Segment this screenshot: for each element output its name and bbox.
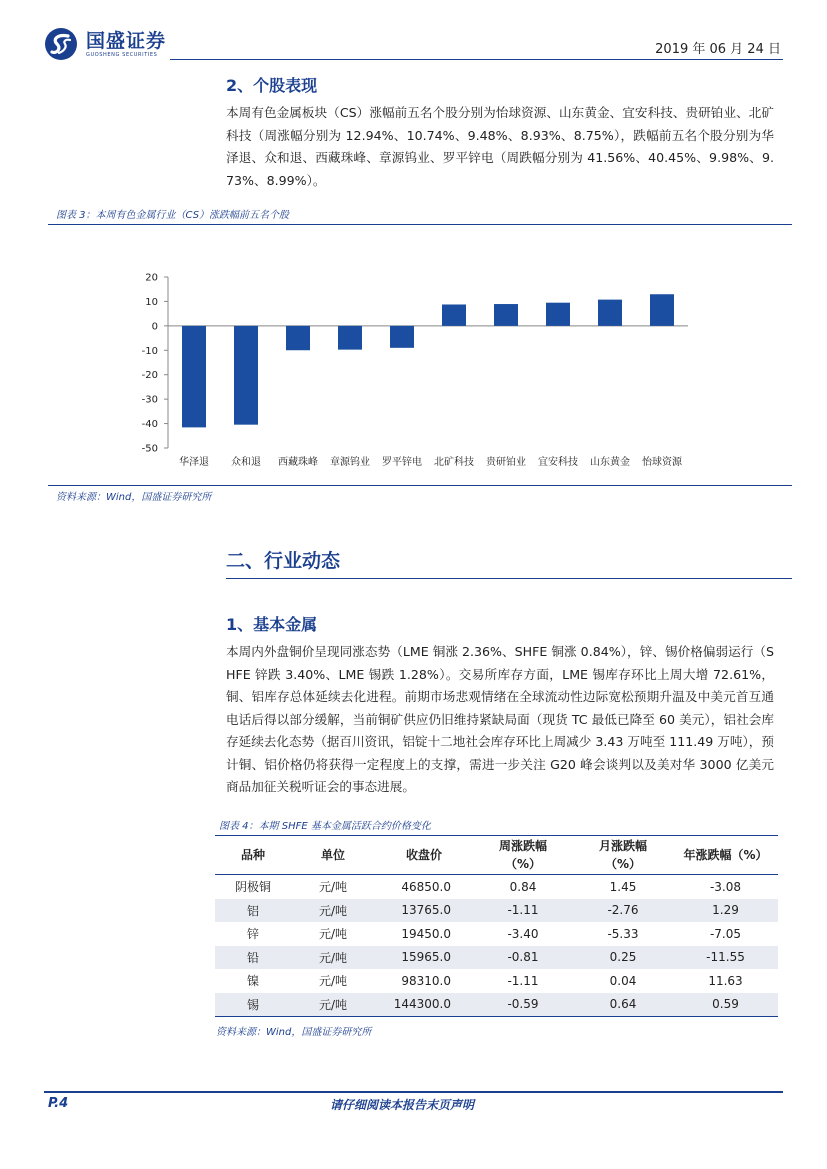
cell-weekly: -0.59: [473, 993, 573, 1017]
figure3-bottom-rule: [48, 485, 792, 486]
cell-variety: 铅: [215, 946, 291, 970]
col-header-weekly-line2: （%）: [504, 857, 542, 871]
table-header-row: [215, 836, 778, 875]
bar: [182, 326, 206, 428]
figure3-top-rule: [48, 224, 792, 225]
brand-name-cn: 国盛证券: [86, 29, 167, 52]
col-header-weekly: [473, 836, 573, 875]
y-tick-label: 0: [151, 321, 158, 333]
x-tick-label: 华泽退: [179, 457, 209, 468]
bar: [494, 304, 518, 326]
x-tick-label: 章源钨业: [330, 457, 370, 468]
bar: [286, 326, 310, 350]
disclaimer-note: 请仔细阅读本报告末页声明: [330, 1098, 475, 1112]
cell-weekly: -1.11: [507, 973, 539, 988]
cell-close: 46850.0: [401, 879, 451, 894]
report-date: 2019 年 06 月 24 日: [655, 42, 781, 57]
x-tick-label: 宜安科技: [538, 457, 578, 468]
figure4-caption: 图表 4：本期 SHFE 基本金属活跃合约价格变化: [219, 821, 431, 832]
col-header-unit: 单位: [320, 848, 345, 862]
cell-unit: 元/吨: [318, 927, 348, 942]
header-divider: [170, 59, 783, 60]
cell-variety: 阴极铜: [234, 880, 271, 895]
cell-monthly: -5.33: [607, 926, 639, 941]
cell-yearly: 1.29: [673, 899, 778, 923]
cell-variety: 锌: [246, 927, 259, 942]
page-number: P.4: [48, 1096, 69, 1111]
col-header-monthly-line1: 月涨跌幅: [598, 839, 647, 853]
cell-close: 98310.0: [401, 973, 451, 988]
y-tick-label: 10: [145, 296, 158, 308]
table-row: [215, 946, 778, 970]
y-tick-label: -40: [141, 419, 158, 431]
cell-yearly: -3.08: [709, 879, 742, 894]
bar: [442, 304, 466, 325]
table-row: [215, 993, 778, 1017]
cell-monthly: -2.76: [573, 899, 673, 923]
y-tick-label: -10: [141, 345, 158, 357]
y-tick-label: 20: [145, 272, 158, 284]
bar: [338, 326, 362, 350]
cell-unit: 元/吨: [291, 946, 375, 970]
y-tick-label: -30: [141, 394, 158, 406]
col-header-variety: 品种: [240, 848, 265, 862]
table-row: [215, 899, 778, 923]
x-tick-label: 西藏珠峰: [278, 457, 318, 468]
y-axis: [142, 273, 168, 455]
col-header-close: 收盘价: [405, 848, 442, 862]
y-tick-label: -20: [141, 370, 158, 382]
cell-close: 13765.0: [375, 899, 473, 923]
cell-variety: 镍: [246, 974, 259, 989]
brand-name-en: GUOSHENG SECURITIES: [86, 51, 158, 58]
col-header-monthly: [573, 836, 673, 875]
cell-unit: 元/吨: [291, 899, 375, 923]
figure3-caption: 图表 3：本周有色金属行业（CS）涨跌幅前五名个股: [56, 210, 290, 221]
table-row: [215, 922, 778, 946]
bar: [598, 300, 622, 326]
cell-yearly: 11.63: [708, 973, 743, 988]
bar: [650, 294, 674, 326]
logo-icon: [44, 27, 78, 61]
col-header-yearly: 年涨跌幅（%）: [683, 848, 768, 862]
cell-close: 144300.0: [375, 993, 473, 1017]
bar-series: [182, 294, 674, 427]
figure4-source: 资料来源：Wind，国盛证券研究所: [216, 1027, 372, 1038]
cell-yearly: -7.05: [709, 926, 742, 941]
industry-section-heading: 二、行业动态: [226, 550, 341, 572]
col-header-monthly-line2: （%）: [604, 857, 642, 871]
stock-section-paragraph: 本周有色金属板块（CS）涨幅前五名个股分别为怡球资源、山东黄金、宜安科技、贵研铂业、北矿科技（周涨幅分别为 12.94%、10.74%、9.48%、8.93%、8.75%），跌幅前五名个股分别为华泽退、众和退、西藏珠峰、章源钨业、罗平锌电（周跌幅分别为 41.56%、40.45%、9.98%、9.73%、8.99%）。: [226, 105, 774, 188]
cell-weekly: -3.40: [507, 926, 539, 941]
cell-unit: 元/吨: [318, 880, 348, 895]
x-tick-label: 贵研铂业: [486, 457, 526, 468]
cell-yearly: 0.59: [673, 993, 778, 1017]
x-tick-label: 北矿科技: [434, 457, 474, 468]
cell-variety: 铝: [215, 899, 291, 923]
cell-yearly: -11.55: [673, 946, 778, 970]
cell-close: 19450.0: [401, 926, 451, 941]
brand-logo: [44, 27, 166, 61]
x-tick-labels: [179, 455, 683, 468]
table-row: [215, 875, 778, 899]
cell-weekly: -0.81: [473, 946, 573, 970]
price-change-table: [215, 835, 778, 1017]
x-tick-label: 山东黄金: [590, 457, 630, 468]
col-header-weekly-line1: 周涨跌幅: [498, 839, 547, 853]
figure3-source: 资料来源：Wind，国盛证券研究所: [56, 492, 212, 503]
cell-monthly: 0.04: [609, 973, 637, 988]
cell-variety: 锡: [215, 993, 291, 1017]
industry-heading-rule: [226, 578, 792, 579]
cell-monthly: 1.45: [609, 879, 637, 894]
cell-monthly: 0.64: [573, 993, 673, 1017]
x-tick-label: 众和退: [231, 457, 261, 468]
stock-section-heading: 2、个股表现: [226, 76, 318, 95]
stock-change-bar-chart: [110, 262, 710, 477]
cell-unit: 元/吨: [291, 993, 375, 1017]
bar: [390, 326, 414, 348]
metals-section-paragraph: 本周内外盘铜价呈现同涨态势（LME 铜涨 2.36%、SHFE 铜涨 0.84%），锌、锡价格偏弱运行（SHFE 锌跌 3.40%、LME 锡跌 1.28%）。交易所库存方面，LME 锡库存环比上周大增 72.61%，铜、铝库存总体延续去化进程。前期市场悲观情绪在全球流动性边际宽松预期升温及中美元首互通电话后得以部分缓解，当前铜矿供应仍旧维持紧缺局面（现货 TC 最低已降至 60 美元），铝社会库存延续去化态势（据百川资讯，铝锭十二地社会库存环比上周减少 3.43 万吨至 111.49 万吨），预计铜、铝价格仍将获得一定程度上的支撑，需进一步关注 G20 峰会谈判以及美对华 3000 亿美元商品加征关税听证会的事态进展。: [226, 644, 774, 794]
cell-close: 15965.0: [375, 946, 473, 970]
bar: [234, 326, 258, 425]
cell-weekly: -1.11: [473, 899, 573, 923]
metals-section-heading: 1、基本金属: [226, 615, 318, 634]
cell-unit: 元/吨: [318, 974, 348, 989]
y-tick-label: -50: [141, 443, 158, 455]
bar: [546, 303, 570, 326]
footer-divider: [44, 1091, 783, 1093]
x-tick-label: 怡球资源: [642, 457, 682, 468]
x-tick-label: 罗平锌电: [382, 457, 422, 468]
table-row: [215, 969, 778, 993]
cell-weekly: 0.84: [509, 879, 537, 894]
cell-monthly: 0.25: [573, 946, 673, 970]
